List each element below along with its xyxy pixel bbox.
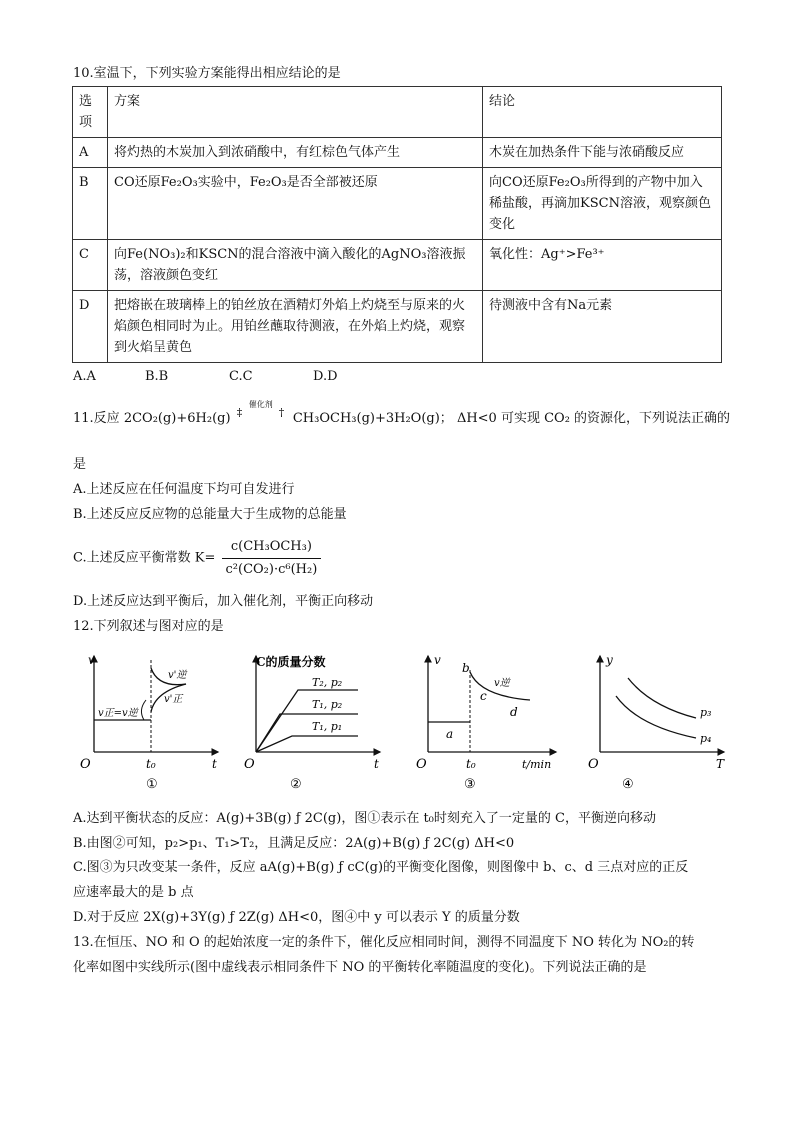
graph-1 xyxy=(76,650,226,795)
fraction-numerator: c(CH₃OCH₃) xyxy=(222,538,322,559)
header-conclusion: 结论 xyxy=(483,87,722,138)
q12-option-a: A.达到平衡状态的反应：A(g)+3B(g) ƒ 2C(g)，图①表示在 t₀时刻充入了一定量的 C，平衡逆向移动 xyxy=(73,811,656,826)
row-option: D xyxy=(73,291,108,363)
q11-tail: ΔH<0 可实现 CO₂ 的资源化，下列说法正确的 xyxy=(456,411,731,426)
equilibrium-constant-fraction xyxy=(222,538,322,579)
q11-prefix: 11.反应 xyxy=(73,411,120,426)
curve-label-t1-p2: T₁, p₂ xyxy=(312,698,343,711)
graph-caption: ② xyxy=(290,777,302,792)
q11-stem xyxy=(73,400,731,427)
origin-label: O xyxy=(244,757,255,772)
row-plan: 把熔嵌在玻璃棒上的铂丝放在酒精灯外焰上灼烧至与原来的火焰颜色相同时为止。用铂丝蘸取待测液，在外焰上灼烧，观察到火焰呈黄色 xyxy=(108,291,483,363)
curve-label-t2-p2: T₂, p₂ xyxy=(312,676,343,689)
reverse-rate-label: v'逆 xyxy=(168,670,187,681)
y-axis-label: C的质量分数 xyxy=(256,655,326,669)
origin-label: O xyxy=(588,757,599,772)
graph-caption: ③ xyxy=(464,777,476,792)
q12-option-c-cont: 应速率最大的是 b 点 xyxy=(73,885,194,900)
point-a-label: a xyxy=(446,727,454,741)
q12-stem: 12.下列叙述与图对应的是 xyxy=(73,619,224,634)
graph-4 xyxy=(586,650,736,795)
row-option: A xyxy=(73,138,108,168)
q11-option-b: B.上述反应反应物的总能量大于生成物的总能量 xyxy=(73,507,347,522)
q13-stem-line1: 13.在恒压、NO 和 O 的起始浓度一定的条件下，催化反应相同时间，测得不同温度下 NO 转化为 NO₂的转 xyxy=(73,935,695,950)
row-plan: 向Fe(NO₃)₂和KSCN的混合溶液中滴入酸化的AgNO₃溶液振荡，溶液颜色变红 xyxy=(108,240,483,291)
x-axis-label: t/min xyxy=(522,758,552,771)
origin-label: O xyxy=(416,757,427,772)
curve-label-p4: p₄ xyxy=(700,732,712,745)
y-axis-label: y xyxy=(606,653,613,667)
q10-stem: 10.室温下，下列实验方案能得出相应结论的是 xyxy=(73,66,341,81)
q11-stem-end: 是 xyxy=(73,457,87,472)
fraction-denominator: c²(CO₂)·c⁶(H₂) xyxy=(225,562,318,577)
row-option: C xyxy=(73,240,108,291)
point-b-label: b xyxy=(462,661,470,675)
forward-rate-label: v'正 xyxy=(164,694,183,705)
q11-products: CH₃OCH₃(g)+3H₂O(g)； xyxy=(292,411,453,426)
arrow-symbol: † xyxy=(278,406,285,419)
t0-label: t₀ xyxy=(146,757,156,771)
option-a: A.A xyxy=(73,369,96,384)
q13-stem-line2: 化率如图中实线所示(图中虚线表示相同条件下 NO 的平衡转化率随温度的变化)。下列说法正确的是 xyxy=(73,960,647,975)
q11-option-c xyxy=(73,538,321,579)
y-axis-label: v xyxy=(434,653,441,667)
y-axis-label: v xyxy=(88,653,95,667)
row-plan: CO还原Fe₂O₃实验中，Fe₂O₃是否全部被还原 xyxy=(108,168,483,240)
arrow-symbol: ‡ xyxy=(236,406,243,419)
curve-t2-p2 xyxy=(256,690,358,752)
q11-option-c-prefix: C.上述反应平衡常数 K= xyxy=(73,550,216,566)
option-b: B.B xyxy=(145,369,169,384)
equal-rate-label: v正=v逆 xyxy=(98,708,138,719)
q10-table xyxy=(72,86,722,363)
curve-p3 xyxy=(628,678,696,718)
q10-options xyxy=(73,369,338,385)
curve-label-t1-p1: T₁, p₁ xyxy=(312,720,343,733)
table-row xyxy=(73,240,722,291)
reverse-rate-label: v逆 xyxy=(494,678,510,689)
q11-option-d: D.上述反应达到平衡后，加入催化剂，平衡正向移动 xyxy=(73,594,374,609)
origin-label: O xyxy=(80,757,91,772)
curve-label-p3: p₃ xyxy=(700,706,712,719)
point-d-label: d xyxy=(510,705,518,719)
q11-reactants: 2CO₂(g)+6H₂(g) xyxy=(123,411,231,426)
x-axis-label: T xyxy=(716,757,725,771)
row-plan: 将灼热的木炭加入到浓硝酸中，有红棕色气体产生 xyxy=(108,138,483,168)
row-conclusion: 待测液中含有Na元素 xyxy=(483,291,722,363)
row-conclusion: 木炭在加热条件下能与浓硝酸反应 xyxy=(483,138,722,168)
option-d: D.D xyxy=(313,369,338,384)
q12-option-d: D.对于反应 2X(g)+3Y(g) ƒ 2Z(g) ΔH<0，图④中 y 可以表示 Y 的质量分数 xyxy=(73,910,520,925)
table-row xyxy=(73,138,722,168)
curve-t1-p1 xyxy=(256,736,358,752)
point-c-label: c xyxy=(480,689,487,703)
table-header-row xyxy=(73,87,722,138)
table-row xyxy=(73,291,722,363)
t0-label: t₀ xyxy=(466,757,476,771)
option-c: C.C xyxy=(229,369,253,384)
graph-caption: ④ xyxy=(622,777,634,792)
curve-t1-p2 xyxy=(256,714,358,752)
header-plan: 方案 xyxy=(108,87,483,138)
row-option: B xyxy=(73,168,108,240)
graph-3 xyxy=(414,650,564,795)
header-option: 选 项 xyxy=(73,87,108,138)
x-axis-label: t xyxy=(374,757,379,771)
row-conclusion: 氧化性：Ag⁺>Fe³⁺ xyxy=(483,240,722,291)
q11-option-a: A.上述反应在任何温度下均可自发进行 xyxy=(73,482,295,497)
row-conclusion: 向CO还原Fe₂O₃所得到的产物中加入稀盐酸，再滴加KSCN溶液，观察颜色变化 xyxy=(483,168,722,240)
equilibrium-marker xyxy=(141,700,146,720)
equilibrium-arrow xyxy=(235,400,289,427)
catalyst-label: 催化剂 xyxy=(248,400,273,409)
graph-caption: ① xyxy=(146,777,158,792)
q12-option-c: C.图③为只改变某一条件，反应 aA(g)+B(g) ƒ cC(g)的平衡变化图像，则图像中 b、c、d 三点对应的正反 xyxy=(73,860,689,875)
q12-option-b: B.由图②可知，p₂>p₁、T₁>T₂，且满足反应：2A(g)+B(g) ƒ 2C(g) ΔH<0 xyxy=(73,836,515,851)
x-axis-label: t xyxy=(212,757,217,771)
graph-2 xyxy=(240,650,390,795)
table-row xyxy=(73,168,722,240)
